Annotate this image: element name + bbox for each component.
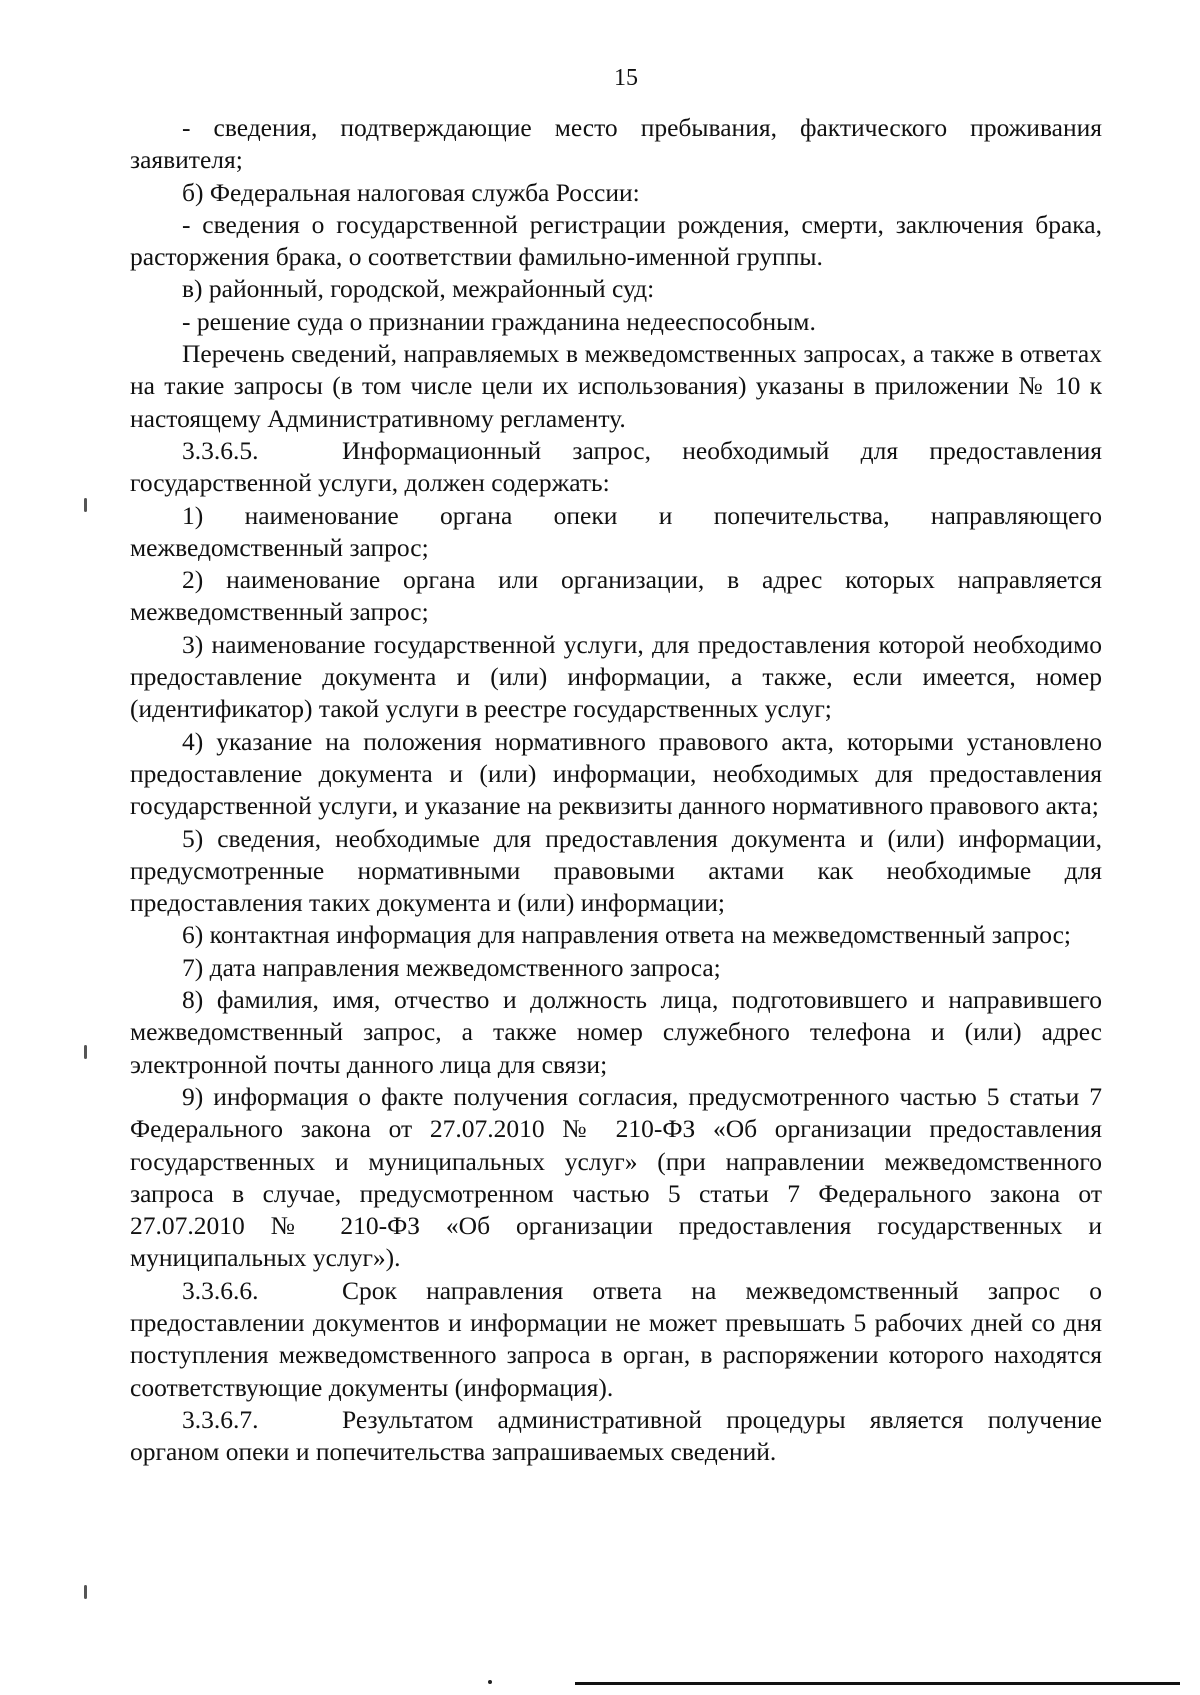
section-text: Срок направления ответа на межведомственный запрос о предоставлении документов и информации не может превышать 5 рабочих дней со дня поступления межведомственного запроса в орган, в распоряжении которого находятся соответствующие документы (информация). [130,1275,1102,1402]
paragraph: - сведения, подтверждающие место пребывания, фактического проживания заявителя; [130,113,1102,175]
section-number: 3.3.6.5. [182,435,259,465]
list-item: 1) наименование органа опеки и попечительства, направляющего межведомственный запрос; [130,500,1102,562]
list-item: 6) контактная информация для направления ответа на межведомственный запрос; [182,920,1071,950]
list-item: 5) сведения, необходимые для предоставления документа и (или) информации, предусмотренные нормативными правовыми актами как необходимые для предоставления таких документа и (или) информации; [130,823,1102,918]
section-text: Результатом административной процедуры является получение органом опеки и попечительства запрашиваемых сведений. [130,1404,1102,1467]
section-number: 3.3.6.7. [182,1404,259,1434]
scan-mark [84,1045,87,1059]
list-item: 4) указание на положения нормативного правового акта, которыми установлено предоставление документа и (или) информации, необходимых для предоставления государственной услуги, и указание на реквизиты данного нормативного правового акта; [130,726,1102,821]
paragraph: в) районный, городской, межрайонный суд: [182,274,655,304]
section-number: 3.3.6.6. [182,1275,259,1305]
page-number: 15 [614,65,638,91]
list-item: 2) наименование органа или организации, в адрес которых направляется межведомственный запрос; [130,565,1102,627]
list-item: 8) фамилия, имя, отчество и должность лица, подготовившего и направившего межведомственный запрос, а также номер служебного телефона и (или) адрес электронной почты данного лица для связи; [130,985,1102,1079]
section-paragraph [130,1404,1102,1469]
paragraph: - решение суда о признании гражданина недееспособным. [182,306,816,336]
section-paragraph [130,1275,1102,1404]
section-text: Информационный запрос, необходимый для предоставления государственной услуги, должен содержать: [130,435,1102,498]
section-paragraph [130,435,1102,500]
list-item: 7) дата направления межведомственного запроса; [182,952,721,982]
scan-mark [84,498,87,512]
paragraph: - сведения о государственной регистрации рождения, смерти, заключения брака, расторжения брака, о соответствии фамильно-именной группы. [130,209,1102,272]
paragraph: Перечень сведений, направляемых в межведомственных запросах, а также в ответах на такие запросы (в том числе цели их использования) указаны в приложении № 10 к настоящему Административному регламенту. [130,339,1102,433]
list-item: 3) наименование государственной услуги, для предоставления которой необходимо предоставление документа и (или) информации, а также, если имеется, номер (идентификатор) такой услуги в реестре государственных услуг; [130,629,1102,724]
paragraph: б) Федеральная налоговая служба России: [182,177,640,207]
scan-mark [84,1585,87,1599]
scan-dot [488,1680,492,1684]
bottom-rule [575,1682,1180,1685]
list-item: 9) информация о факте получения согласия, предусмотренного частью 5 статьи 7 Федерального закона от 27.07.2010 № 210-ФЗ «Об организации предоставления государственных и муниципальных услуг» (при направлении межведомственного запроса в случае, предусмотренном частью 5 статьи 7 Федерального закона от 27.07.2010 № 210-ФЗ «Об организации предоставления государственных и муниципальных услуг»). [130,1081,1102,1273]
